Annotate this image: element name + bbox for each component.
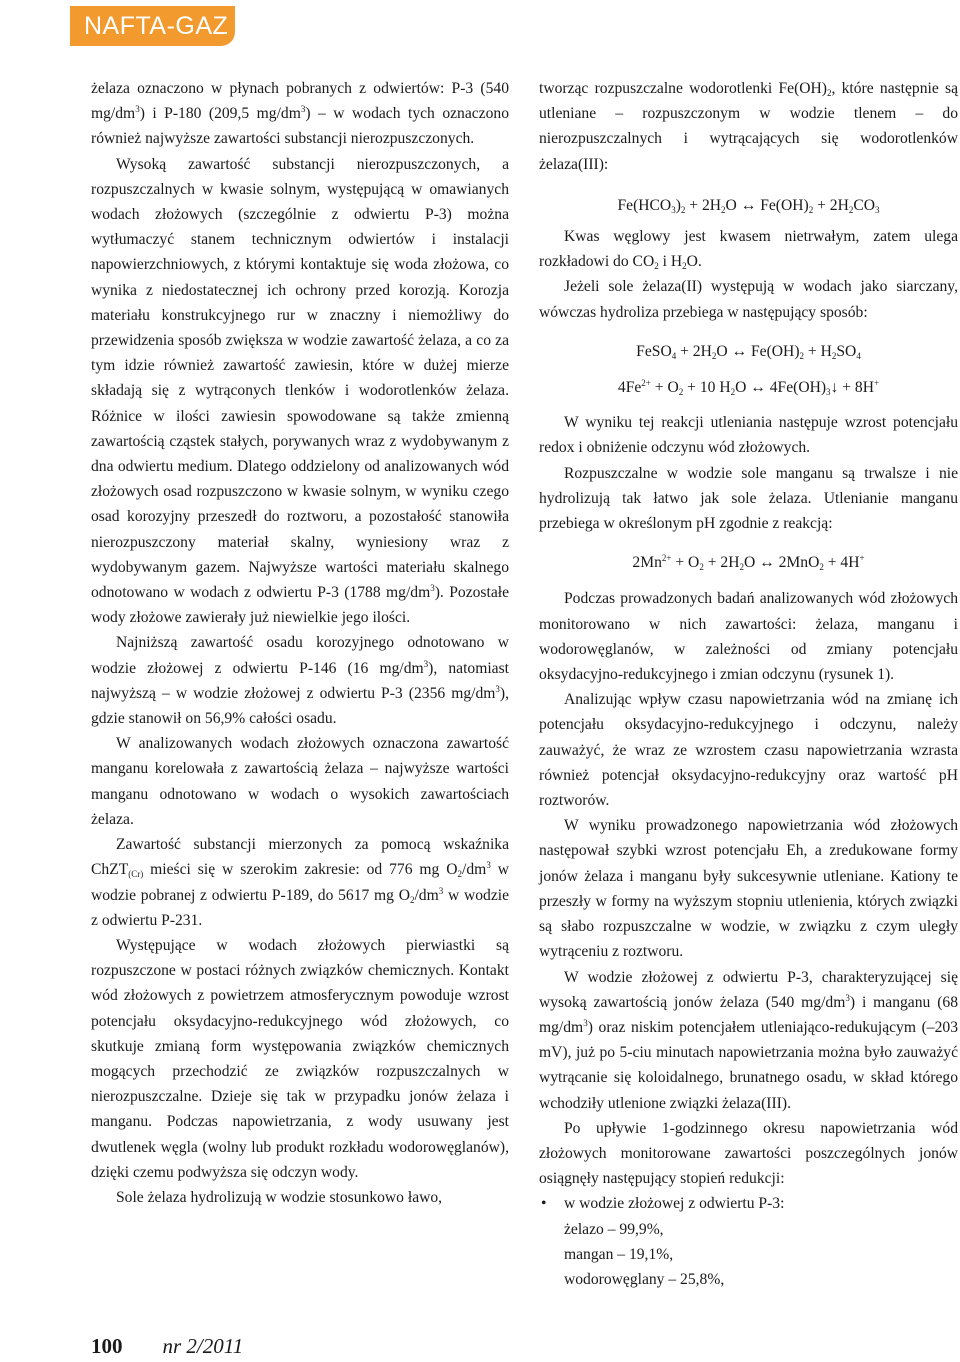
right-paragraph-10: Po upływie 1-godzinnego okresu napowietrzania wód złożowych monitorowane zawartości poszczególnych jonów osiągnęły następujący stopień redukcji:: [539, 1119, 958, 1188]
list-item: [539, 1191, 958, 1216]
left-paragraph-7: Sole żelaza hydrolizują w wodzie stosunkowo ławo,: [116, 1188, 443, 1206]
equation-iron-bicarbonate: $Fe(HCO_3)_2 + 2H_2O$ ↔ $Fe(OH)_2 + 2H_2CO_3$: [617, 196, 880, 215]
right-paragraph-6: Podczas prowadzonych badań analizowanych wód złożowych monitorowano w nich zawartości: żelaza, manganu i wodorowęglanów, w zależności od zmiany potencjału oksydacyjno-redukcyjnego i zmian odczynu (rysunek 1).: [539, 590, 958, 684]
equation-iron-sulfate: FeSO$_4$ + $2H_2O$ ↔ $Fe(OH)_2 + H_2SO_4$: [636, 342, 861, 361]
right-paragraph-1: tworząc rozpuszczalne wodorotlenki $Fe(OH)_2$, które następnie są utleniane – rozpuszczonym w wodzie tlenem – do nierozpuszczalnych i wytrącających się wodorotlenków żelaza(III):: [539, 80, 958, 173]
issue-number: nr 2/2011: [162, 1334, 244, 1358]
page-footer: [91, 1334, 243, 1362]
list-item-manganese: mangan – 19,1%,: [564, 1245, 674, 1263]
left-paragraph-1: żelaza oznaczono w płynach pobranych z odwiertów: P-3 (540 $mg/dm^3$) i P-180 (209,5 $mg/dm^3$) – w wodach tych oznaczono również najwyższe zawartości substancji nierozpuszczonych.: [91, 80, 509, 148]
left-paragraph-3: Najniższą zawartość osadu korozyjnego odnotowano w wodzie złożowej z odwiertu P-146 (16 $mg/dm^3$), natomiast najwyższą – w wodzie złożowej z odwiertu P-3 (2356 $mg/dm^3$), gdzie stanowił on 56,9% całości osadu.: [91, 634, 509, 728]
right-paragraph-7: Analizując wpływ czasu napowietrzania wód na zmianę ich potencjału oksydacyjno-redukcyjnego i odczynu, należy zauważyć, że wraz ze wzrostem czasu napowietrzania wzrasta również potencjał oksydacyjno-redukcyjny oraz wartość pH roztworów.: [539, 691, 958, 810]
reduction-list: [539, 1191, 958, 1292]
right-paragraph-8: W wyniku prowadzonego napowietrzania wód złożowych następował szybki wzrost potencjału Eh, a zredukowane formy jonów żelaza i manganu były sukcesywnie utleniane. Kationy te przeszły w formy na wyższym stopniu utlenienia, których związki są słabo rozpuszczalne w wodzie, w związku z czym uległy wytrąceniu z roztworu.: [539, 817, 958, 961]
left-paragraph-5: Zawartość substancji mierzonych za pomocą wskaźnika ChZT$_{(Cr)}$ mieści się w szerokim zakresie: od 776 mg $O_2/dm^3$ w wodzie pobranej z odwiertu P-189, do 5617 mg $O_2/dm^3$ w wodzie z odwiertu P-231.: [91, 836, 510, 929]
right-paragraph-4: W wyniku tej reakcji utleniania następuje wzrost potencjału redox i obniżenie odczynu wód złożowych.: [539, 414, 958, 457]
right-paragraph-5: Rozpuszczalne w wodzie sole manganu są trwalsze i nie hydrolizują tak łatwo jak sole żelaza. Utlenianie manganu przebiega w określonym pH zgodnie z reakcją:: [539, 464, 958, 533]
bullet-marker: •: [541, 1195, 547, 1213]
left-column: [91, 76, 509, 1210]
left-paragraph-2: Wysoką zawartość substancji nierozpuszczonych, a rozpuszczalnych w kwasie solnym, występującą w omawianych wodach złożowych (szczególnie z odwiertu P-3) można wytłumaczyć stanem technicznym odwiertów i instalacji napowierzchniowych, z którymi kontaktuje się woda złożowa, co wynika z niedostatecznej ich ochrony przed korozją. Korozja materiału konstrukcyjnego rur w znaczny i niemożliwy do przewidzenia sposób zwiększa w wodzie zawartość żelaza, a co za tym idzie również zawartość zawiesin, które w dużej mierze składają się z wytrąconych tlenków i wodorotlenków żelaza. Różnice w ilości zawiesin spowodowane są także zmienną zawartością cząstek stałych, porywanych wraz z wydobywanym z dna odwiertu medium. Dlatego oddzielony od analizowanych wód złożowych osad rozpuszczono w kwasie solnym, w wyniku czego osad korozyjny przeszedł do roztworu, a pozostałość stanowiła nierozpuszczony materiał skalny, wyniesiony wraz z wydobywanym gazem. Najwyższe wartości materiału skalnego odnotowano w wodach z odwiertu P-3 (1788 $mg/dm^3$). Pozostałe wody złożowe zawierały już niewielkie jego ilości.: [91, 155, 509, 627]
list-item-label: w wodzie złożowej z odwiertu P-3:: [564, 1195, 785, 1213]
right-paragraph-9: W wodzie złożowej z odwiertu P-3, charakteryzującej się wysoką zawartością jonów żelaza (540 $mg/dm^3$) i manganu (68 $mg/dm^3$) oraz niskim potencjałem utleniająco-redukującym (–203 mV), już po 5-ciu minutach napowietrzania można było zauważyć wytrącanie się koloidalnego, brunatnego osadu, w skład którego wchodziły utlenione związki żelaza(III).: [539, 968, 958, 1112]
journal-header-tab: [70, 6, 235, 46]
right-column: [539, 76, 958, 1292]
list-item-iron: żelazo – 99,9%,: [564, 1220, 664, 1238]
journal-title: NAFTA-GAZ: [84, 11, 229, 40]
left-paragraph-4: W analizowanych wodach złożowych oznaczona zawartość manganu korelowała z zawartością żelaza – najwyższe wartości manganu odnotowano w wodach o wysokich zawartościach żelaza.: [91, 735, 509, 828]
equation-manganese-oxidation: $2Mn^{2+} + O_2 + 2H_2O$ ↔ 2MnO$_2$ + 4H+: [632, 553, 865, 573]
right-paragraph-2: Kwas węglowy jest kwasem nietrwałym, zatem ulega rozkładowi do $CO_2$ i $H_2O$.: [539, 228, 958, 272]
left-paragraph-6: Występujące w wodach złożowych pierwiastki są rozpuszczone w postaci różnych związków chemicznych. Kontakt wód złożowych z powietrzem atmosferycznym powoduje wzrost potencjału oksydacyjno-redukcyjnego wód złożowych, co skutkuje zmianą form występowania związków chemicznych mogących przechodzić ze związków rozpuszczalnych w nierozpuszczalne. Dzieje się tak w przypadku jonów żelaza i manganu. Podczas napowietrzania, z wody usuwany jest dwutlenek węgla (wolny lub produkt rozkładu wodorowęglanów), dzięki czemu podwyższa się odczyn wody.: [91, 936, 509, 1181]
page-number: 100: [91, 1334, 123, 1358]
list-item-bicarbonates: wodorowęglany – 25,8%,: [564, 1270, 725, 1288]
equation-iron-oxidation: $4Fe^{2+} + O_2 + 10$ $H_2O$ ↔ $4Fe(OH)_3↓ + 8H^+$: [617, 378, 880, 398]
right-paragraph-3: Jeżeli sole żelaza(II) występują w wodach jako siarczany, wówczas hydroliza przebiega w następujący sposób:: [539, 278, 958, 321]
